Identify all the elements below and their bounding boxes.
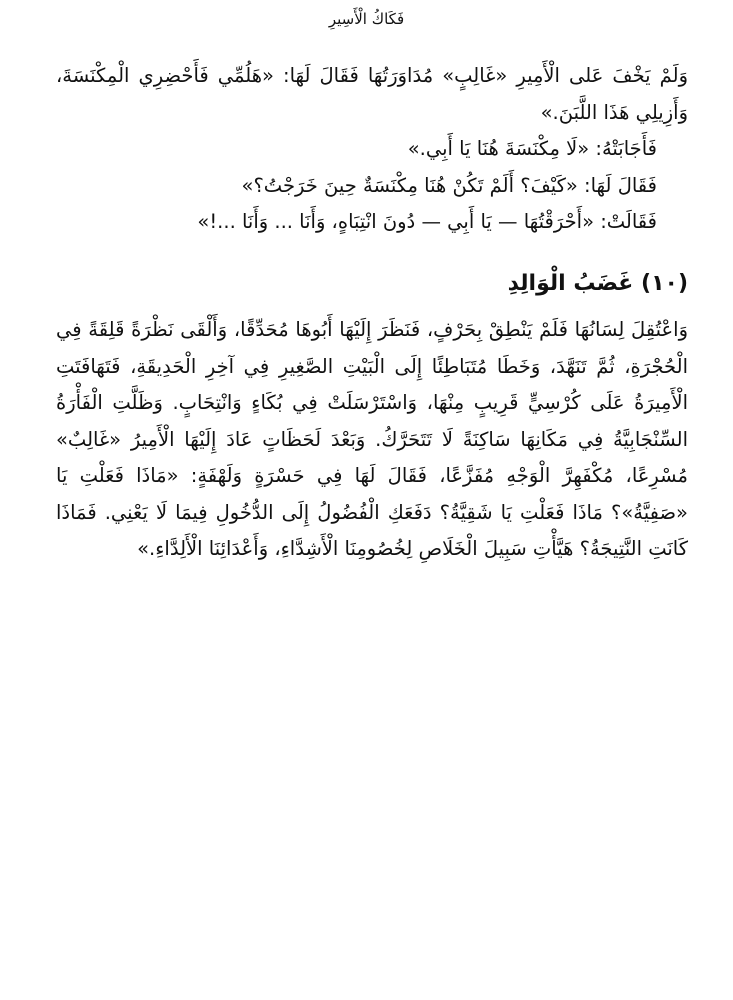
- chapter-body-paragraph: وَاعْتُقِلَ لِسَانُهَا فَلَمْ يَنْطِقْ بِحَرْفٍ، فَنَظَرَ إِلَيْهَا أَبُوهَا مُحَدِّقًا، وَأَلْقَى نَظْرَةً قَلِقَةً فِي الْحُجْرَةِ، ثُمَّ تَنَهَّدَ، وَخَطَا مُتَبَاطِئًا إِلَى الْبَيْتِ الصَّغِيرِ فِي آخِرِ الْحَدِيقَةِ، فَتَهَافَتَتِ الْأَمِيرَةُ عَلَى كُرْسِيٍّ قَرِيبٍ مِنْهَا، وَاسْتَرْسَلَتْ فِي بُكَاءٍ وَانْتِحَابٍ. وَظَلَّتِ الْفَأْرَةُ السِّنْجَابِيَّةُ فِي مَكَانِهَا سَاكِنَةً لَا تَتَحَرَّكُ. وَبَعْدَ لَحَظَاتٍ عَادَ إِلَيْهَا الْأَمِيرُ «غَالِبٌ» مُسْرِعًا، مُكْفَهِرَّ الْوَجْهِ مُفَزَّعًا، فَقَالَ لَهَا فِي حَسْرَةٍ وَلَهْفَةٍ: «مَاذَا فَعَلْتِ يَا «صَفِيَّةُ»؟ مَاذَا فَعَلْتِ يَا شَقِيَّةُ؟ دَفَعَكِ الْفُضُولُ إِلَى الدُّخُولِ فِيمَا لَا يَعْنِي. فَمَاذَا كَانَتِ النَّتِيجَةُ؟ هَيَّأْتِ سَبِيلَ الْخَلَاصِ لِخُصُومِنَا الْأَشِدَّاءِ، وَأَعْدَائِنَا الْأَلِدَّاءِ.»: [56, 318, 688, 560]
- chapter-number: (١٠): [641, 271, 688, 296]
- dialogue-block: [37, 131, 657, 241]
- chapter-title: غَضَبُ الْوَالِدِ: [507, 271, 634, 296]
- dialogue-line-3: فَقَالَتْ: «أَحْرَقْتُهَا — يَا أَبِي — دُونَ انْتِبَاهٍ، وَأَنَا ... وَأَنَا ...!»: [197, 210, 657, 233]
- running-header: فَكَاكُ الْأَسِيرِ: [328, 10, 405, 28]
- intro-paragraph: وَلَمْ يَخْفَ عَلى الْأَمِيرِ «غَالِبٍ» مُدَاوَرَتُهَا فَقَالَ لَهَا: «هَلُمِّي فَأَحْضِرِي الْمِكْنَسَةَ، وَأَزِيلِي هَذَا اللَّبَنَ.»: [56, 64, 688, 124]
- chapter-heading: [48, 267, 688, 301]
- dialogue-line-2: فَقَالَ لَهَا: «كَيْفَ؟ أَلَمْ تَكُنْ هُنَا مِكْنَسَةٌ حِينَ خَرَجْتُ؟»: [241, 173, 657, 197]
- dialogue-line-1: فَأَجَابَتْهُ: «لَا مِكْنَسَةَ هُنَا يَا أَبِي.»: [407, 137, 657, 160]
